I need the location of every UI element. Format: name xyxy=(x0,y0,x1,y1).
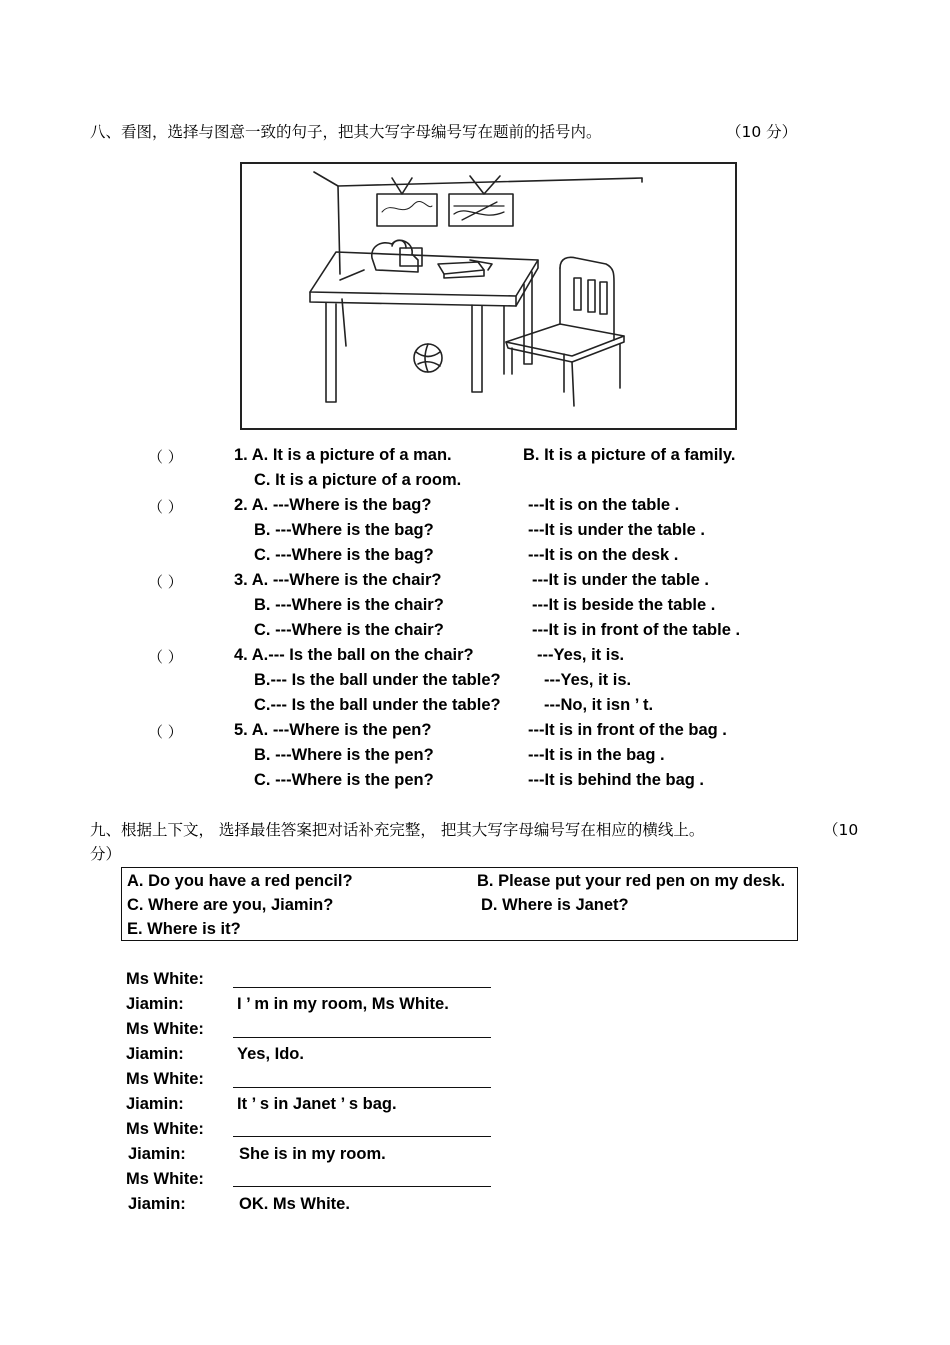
q5-answer-1: ---It is in front of the bag . xyxy=(528,721,727,739)
q2-answer-2: ---It is under the table . xyxy=(528,521,705,539)
section9-points xyxy=(823,818,858,840)
speaker-ms-white-5: Ms White: xyxy=(126,1170,204,1188)
q5-line-3: C. ---Where is the pen? xyxy=(254,771,434,789)
option-b: B. Please put your red pen on my desk. xyxy=(477,872,786,890)
jiamin-line-5: OK. Ms White. xyxy=(239,1195,350,1213)
jiamin-line-2: Yes, Ido. xyxy=(237,1045,304,1063)
room-drawing xyxy=(242,164,735,428)
q5-answer-2: ---It is in the bag . xyxy=(528,746,665,764)
blank-line-5[interactable] xyxy=(233,1186,491,1187)
speaker-jiamin-5: Jiamin: xyxy=(128,1195,186,1213)
section8-instruction: 八、看图，选择与图意一致的句子，把其大写字母编号写在题前的括号内。 xyxy=(90,123,602,141)
section9-instruction: 九、根据上下文， 选择最佳答案把对话补充完整， 把其大写字母编号写在相应的横线上。 xyxy=(90,821,705,839)
q3-answer-3: ---It is in front of the table . xyxy=(532,621,741,639)
option-c: C. Where are you, Jiamin? xyxy=(127,896,334,914)
q4-answer-2: ---Yes, it is. xyxy=(544,671,632,689)
q4-line-1: 4. A.--- Is the ball on the chair? xyxy=(234,646,474,664)
blank-line-3[interactable] xyxy=(233,1087,491,1088)
option-a: A. Do you have a red pencil? xyxy=(127,872,353,890)
q1-line-2: C. It is a picture of a room. xyxy=(254,471,462,489)
option-e: E. Where is it? xyxy=(127,920,241,938)
speaker-jiamin-4: Jiamin: xyxy=(128,1145,186,1163)
speaker-jiamin-3: Jiamin: xyxy=(126,1095,184,1113)
answer-bracket-1[interactable]: （ ） xyxy=(148,448,183,466)
q5-line-2: B. ---Where is the pen? xyxy=(254,746,434,764)
section9-points-open: （10 xyxy=(823,821,859,839)
q5-answer-3: ---It is behind the bag . xyxy=(528,771,704,789)
q3-line-1: 3. A. ---Where is the chair? xyxy=(234,571,442,589)
q4-line-2: B.--- Is the ball under the table? xyxy=(254,671,501,689)
q4-answer-3: ---No, it isn ’ t. xyxy=(544,696,654,714)
q2-answer-1: ---It is on the table . xyxy=(528,496,680,514)
speaker-jiamin-2: Jiamin: xyxy=(126,1045,184,1063)
answer-bracket-2[interactable]: （ ） xyxy=(148,498,183,516)
jiamin-line-1: I ’ m in my room, Ms White. xyxy=(237,995,449,1013)
blank-line-1[interactable] xyxy=(233,987,491,988)
answer-bracket-3[interactable]: （ ） xyxy=(148,573,183,591)
q5-line-1: 5. A. ---Where is the pen? xyxy=(234,721,432,739)
q3-line-3: C. ---Where is the chair? xyxy=(254,621,444,639)
q3-answer-1: ---It is under the table . xyxy=(532,571,709,589)
q3-answer-2: ---It is beside the table . xyxy=(532,596,716,614)
blank-line-4[interactable] xyxy=(233,1136,491,1137)
room-picture xyxy=(240,162,737,430)
speaker-ms-white-4: Ms White: xyxy=(126,1120,204,1138)
answer-bracket-5[interactable]: （ ） xyxy=(148,723,183,741)
q1-option-b: B. It is a picture of a family. xyxy=(523,446,736,464)
speaker-jiamin-1: Jiamin: xyxy=(126,995,184,1013)
q2-answer-3: ---It is on the desk . xyxy=(528,546,679,564)
blank-line-2[interactable] xyxy=(233,1037,491,1038)
section8-points: （10 分） xyxy=(726,123,798,141)
q4-line-3: C.--- Is the ball under the table? xyxy=(254,696,501,714)
q2-line-2: B. ---Where is the bag? xyxy=(254,521,434,539)
speaker-ms-white-1: Ms White: xyxy=(126,970,204,988)
jiamin-line-3: It ’ s in Janet ’ s bag. xyxy=(237,1095,397,1113)
q1-line-1: 1. A. It is a picture of a man. xyxy=(234,446,452,464)
speaker-ms-white-3: Ms White: xyxy=(126,1070,204,1088)
q4-answer-1: ---Yes, it is. xyxy=(537,646,625,664)
section9-points-close: 分） xyxy=(90,845,122,863)
answer-bracket-4[interactable]: （ ） xyxy=(148,648,183,666)
jiamin-line-4: She is in my room. xyxy=(239,1145,386,1163)
speaker-ms-white-2: Ms White: xyxy=(126,1020,204,1038)
q2-line-1: 2. A. ---Where is the bag? xyxy=(234,496,432,514)
q3-line-2: B. ---Where is the chair? xyxy=(254,596,444,614)
q2-line-3: C. ---Where is the bag? xyxy=(254,546,434,564)
option-d: D. Where is Janet? xyxy=(481,896,629,914)
